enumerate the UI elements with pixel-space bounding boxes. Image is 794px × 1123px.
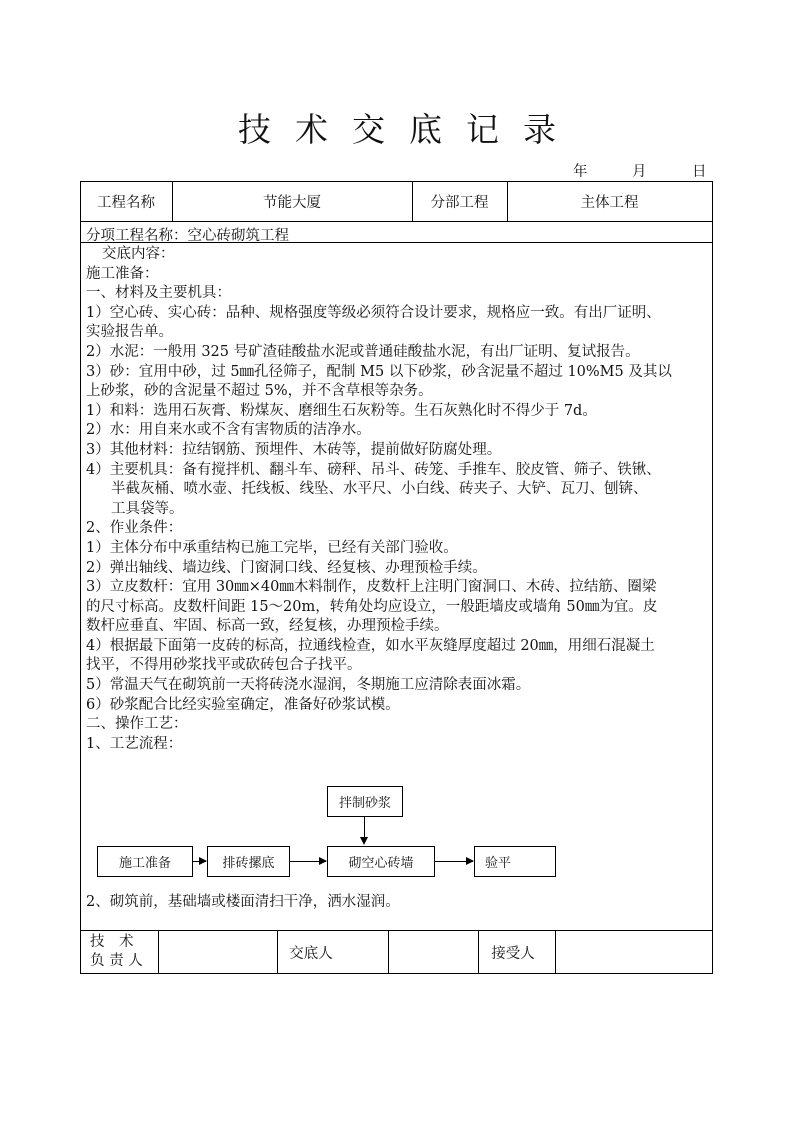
content-line: 半截灰桶、喷水壶、托线板、线坠、水平尺、小白线、砖夹子、大铲、瓦刀、刨锛、 — [111, 481, 648, 498]
tech-lead-signature-field[interactable] — [159, 931, 277, 973]
content-line: 1）空心砖、实心砖：品种、规格强度等级必须符合设计要求，规格应一致。有出厂证明、 — [86, 304, 661, 321]
date-month: 月 — [632, 164, 647, 180]
tech-lead-label-line: 负 责 人 — [90, 953, 143, 969]
arrow-right-icon — [193, 861, 206, 862]
content-line: 2）水：用自来水或不含有害物质的洁净水。 — [86, 422, 371, 439]
content-line: 1）主体分布中承重结构已施工完毕，已经有关部门验收。 — [86, 539, 458, 556]
content-line: 1）和料：选用石灰膏、粉煤灰、磨细生石灰粉等。生石灰熟化时不得少于 7d。 — [86, 402, 597, 419]
arrow-down — [364, 817, 365, 839]
division-value: 主体工程 — [580, 195, 639, 211]
receiver-label: 接受人 — [491, 945, 535, 962]
tech-lead-label — [90, 933, 143, 971]
content-line: 上砂浆，砂的含泥量不超过 5%，并不含草根等杂务。 — [86, 383, 433, 400]
content-line: 交底内容： — [102, 246, 175, 262]
flow-box-step-1: 施工准备 — [97, 846, 193, 877]
flow-box-step-2: 排砖摞底 — [207, 846, 290, 877]
flow-box-mix-mortar: 拌制砂浆 — [327, 786, 403, 817]
content-line: 2、作业条件： — [86, 520, 183, 537]
flow-box-step-4: 验平 — [474, 846, 556, 877]
content-line: 施工准备： — [86, 265, 159, 282]
content-line: 2）弹出轴线、墙边线、门窗洞口线、经复核、办理预检手续。 — [86, 559, 487, 576]
arrow-right-icon — [290, 861, 326, 862]
content-line: 实验报告单。 — [86, 324, 173, 341]
content-line: 2）水泥：一般用 325 号矿渣硅酸盐水泥或普通硅酸盐水泥，有出厂证明、复试报告。 — [86, 343, 640, 360]
arrow-right-icon — [435, 861, 473, 862]
division-label: 分部工程 — [430, 195, 489, 211]
project-name-label: 工程名称 — [97, 195, 155, 211]
date-day: 日 — [692, 164, 707, 180]
content-line: 二、操作工艺： — [86, 716, 188, 733]
content-line: 6）砂浆配合比经实验室确定，准备好砂浆试模。 — [86, 696, 400, 713]
content-line: 工具袋等。 — [111, 500, 184, 517]
content-line: 的尺寸标高。皮数杆间距 15～20m，转角处均应设立，一般距墙皮或墙角 50㎜为宜。皮 — [86, 598, 658, 615]
content-line: 3）立皮数杆：宜用 30㎜×40㎜木料制作，皮数杆上注明门窗洞口、木砖、拉结筋、圈梁 — [86, 579, 657, 596]
content-line: 4）根据最下面第一皮砖的标高，拉通线检查，如水平灰缝厚度超过 20㎜，用细石混凝土 — [86, 637, 655, 654]
disclosure-content — [86, 245, 708, 754]
receiver-signature-field[interactable] — [556, 931, 712, 973]
content-line: 1、工艺流程： — [86, 735, 183, 752]
subitem-name: 分项工程名称：空心砖砌筑工程 — [86, 228, 289, 244]
tech-lead-label-line: 技 术 — [90, 934, 134, 950]
content-line: 4）主要机具：备有搅拌机、翻斗车、磅秤、吊斗、砖笼、手推车、胶皮管、筛子、铁锹、 — [86, 461, 661, 478]
content-line: 找平，不得用砂浆找平或砍砖包合子找平。 — [86, 657, 362, 674]
date-year: 年 — [573, 164, 588, 180]
page-title: 技术交底记录 — [238, 110, 580, 149]
arrow-head-icon — [360, 837, 368, 845]
content-line: 2、砌筑前，基础墙或楼面清扫干净，洒水湿润。 — [86, 894, 400, 910]
project-name-value: 节能大厦 — [263, 195, 321, 211]
discloser-label: 交底人 — [289, 945, 333, 962]
content-line: 3）其他材料：拉结钢筋、预埋件、木砖等，提前做好防腐处理。 — [86, 441, 502, 458]
content-line: 数杆应垂直、牢固、标高一致，经复核，办理预检手续。 — [86, 618, 449, 635]
discloser-signature-field[interactable] — [389, 931, 478, 973]
content-line: 一、材料及主要机具： — [86, 285, 231, 302]
flow-box-step-3: 砌空心砖墙 — [327, 846, 435, 877]
content-line: 5）常温天气在砌筑前一天将砖浇水湿润，冬期施工应清除表面冰霜。 — [86, 677, 531, 694]
content-line: 3）砂：宜用中砂，过 5㎜孔径筛子，配制 M5 以下砂浆，砂含泥量不超过 10%M5 及其以 — [86, 363, 672, 380]
